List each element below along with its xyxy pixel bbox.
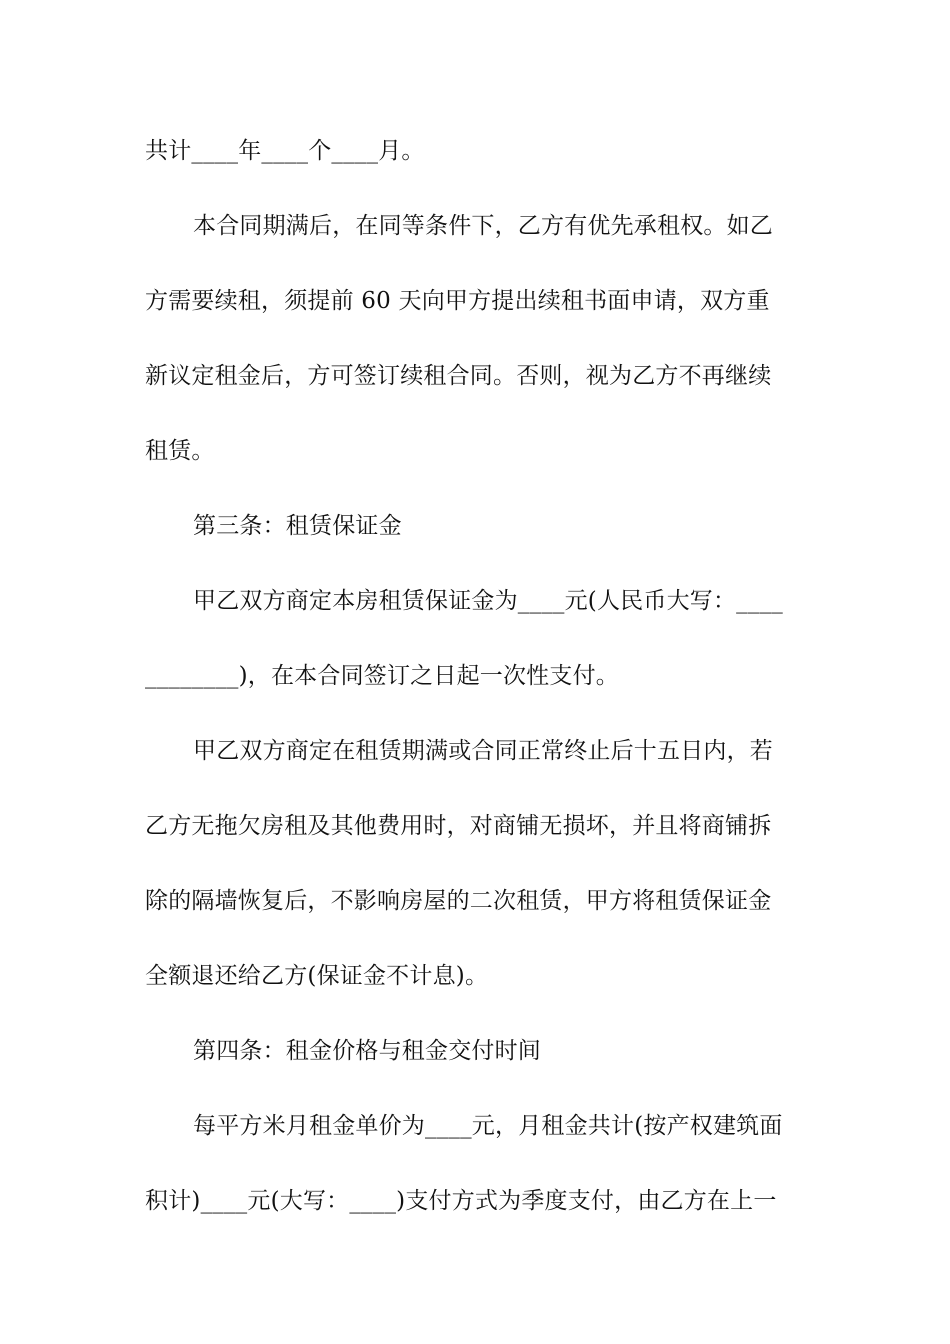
- text-line-renewal-3: 新议定租金后，方可签订续租合同。否则，视为乙方不再继续: [145, 363, 772, 389]
- text-line-refund-4: 全额退还给乙方(保证金不计息)。: [145, 963, 489, 989]
- text-line-deposit-1: 甲乙双方商定本房租赁保证金为____元(人民币大写：____: [193, 588, 783, 614]
- text-line-rent-1: 每平方米月租金单价为____元，月租金共计(按产权建筑面: [193, 1113, 783, 1139]
- heading-article-4: 第四条：租金价格与租金交付时间: [193, 1038, 541, 1064]
- text-line-refund-1: 甲乙双方商定在租赁期满或合同正常终止后十五日内，若: [193, 738, 773, 764]
- text-line-renewal-2: 方需要续租，须提前 60 天向甲方提出续租书面申请，双方重: [145, 288, 770, 314]
- text-line-renewal-4: 租赁。: [145, 438, 215, 464]
- text-line-term-total: 共计____年____个____月。: [145, 138, 425, 164]
- text-line-deposit-2: ________)，在本合同签订之日起一次性支付。: [145, 663, 619, 689]
- text-line-rent-2: 积计)____元(大写：____)支付方式为季度支付，由乙方在上一: [145, 1188, 777, 1214]
- text-line-renewal-1: 本合同期满后，在同等条件下，乙方有优先承租权。如乙: [193, 213, 773, 239]
- text-line-refund-3: 除的隔墙恢复后，不影响房屋的二次租赁，甲方将租赁保证金: [145, 888, 772, 914]
- heading-article-3: 第三条：租赁保证金: [193, 513, 402, 539]
- text-line-refund-2: 乙方无拖欠房租及其他费用时，对商铺无损坏，并且将商铺拆: [145, 813, 772, 839]
